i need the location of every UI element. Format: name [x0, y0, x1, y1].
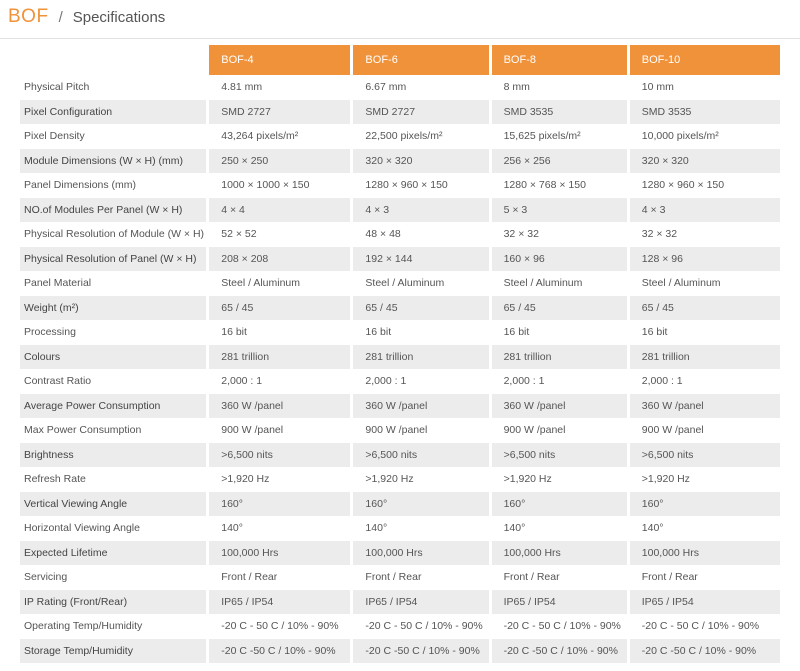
table-cell: >1,920 Hz — [503, 473, 552, 486]
table-cell: 4 × 3 — [630, 198, 780, 223]
table-cell: 16 bit — [221, 326, 247, 339]
table-cell: 43,264 pixels/m² — [221, 130, 299, 143]
row-label: Panel Material — [24, 277, 92, 290]
table-cell: 360 W /panel — [630, 394, 780, 419]
table-cell: 320 × 320 — [630, 149, 780, 174]
table-cell: 65 / 45 — [630, 296, 780, 321]
table-row — [20, 271, 780, 296]
table-cell: 52 × 52 — [221, 228, 257, 241]
table-cell: IP65 / IP54 — [492, 590, 627, 615]
table-cell: 900 W /panel — [221, 424, 284, 437]
table-cell: 15,625 pixels/m² — [503, 130, 581, 143]
table-cell: -20 C -50 C / 10% - 90% — [630, 639, 780, 664]
table-cell: 360 W /panel — [492, 394, 627, 419]
table-row — [20, 492, 780, 517]
table-cell: 281 trillion — [630, 345, 780, 370]
table-row — [20, 590, 780, 615]
table-cell: >6,500 nits — [492, 443, 627, 468]
table-cell: IP65 / IP54 — [353, 590, 488, 615]
table-row — [20, 418, 780, 443]
table-cell: 4.81 mm — [221, 81, 263, 94]
row-label: Expected Lifetime — [20, 541, 206, 566]
table-cell: 250 × 250 — [209, 149, 350, 174]
table-cell: 48 × 48 — [365, 228, 401, 241]
table-row — [20, 124, 780, 149]
table-cell: Steel / Aluminum — [503, 277, 583, 290]
table-cell: IP65 / IP54 — [209, 590, 350, 615]
row-label: Panel Dimensions (mm) — [24, 179, 137, 192]
row-label: Colours — [20, 345, 206, 370]
breadcrumb-separator: / — [58, 9, 63, 26]
table-cell: 160° — [630, 492, 780, 517]
table-cell: SMD 3535 — [492, 100, 627, 125]
table-cell: 10,000 pixels/m² — [641, 130, 719, 143]
row-label: Processing — [24, 326, 76, 339]
row-label: Physical Resolution of Panel (W × H) — [20, 247, 206, 272]
header-blank-cell — [20, 45, 206, 75]
column-header-bof-8: BOF-8 — [492, 45, 627, 75]
table-cell: >1,920 Hz — [641, 473, 690, 486]
row-label: Pixel Configuration — [20, 100, 206, 125]
table-cell: 360 W /panel — [353, 394, 488, 419]
table-row — [20, 100, 780, 125]
table-cell: 100,000 Hrs — [353, 541, 488, 566]
table-cell: 160° — [353, 492, 488, 517]
table-cell: 1280 × 768 × 150 — [503, 179, 586, 192]
table-row — [20, 296, 780, 321]
table-cell: Steel / Aluminum — [221, 277, 301, 290]
table-cell: 281 trillion — [492, 345, 627, 370]
table-cell: >1,920 Hz — [221, 473, 270, 486]
table-cell: 2,000 : 1 — [641, 375, 683, 388]
table-cell: 8 mm — [503, 81, 530, 94]
page-header — [8, 6, 165, 30]
row-label: IP Rating (Front/Rear) — [20, 590, 206, 615]
table-cell: Front / Rear — [221, 571, 278, 584]
table-row — [20, 173, 780, 198]
table-row — [20, 345, 780, 370]
table-cell: 1000 × 1000 × 150 — [221, 179, 310, 192]
table-cell: 160° — [209, 492, 350, 517]
column-header-bof-10: BOF-10 — [630, 45, 780, 75]
table-cell: 900 W /panel — [365, 424, 428, 437]
table-cell: 100,000 Hrs — [209, 541, 350, 566]
table-cell: 32 × 32 — [641, 228, 678, 241]
table-cell: Steel / Aluminum — [641, 277, 721, 290]
table-cell: Front / Rear — [503, 571, 560, 584]
table-cell: 5 × 3 — [492, 198, 627, 223]
table-cell: 160° — [492, 492, 627, 517]
table-body — [20, 75, 780, 663]
table-cell: -20 C - 50 C / 10% - 90% — [365, 620, 483, 633]
table-row — [20, 320, 780, 345]
row-label: Contrast Ratio — [24, 375, 92, 388]
table-cell: 140° — [503, 522, 526, 535]
table-cell: SMD 3535 — [630, 100, 780, 125]
table-row — [20, 222, 780, 247]
row-label: Physical Resolution of Module (W × H) — [24, 228, 205, 241]
table-cell: -20 C - 50 C / 10% - 90% — [221, 620, 339, 633]
table-row — [20, 75, 780, 100]
row-label: Horizontal Viewing Angle — [24, 522, 140, 535]
table-row — [20, 369, 780, 394]
table-row — [20, 639, 780, 664]
table-cell: -20 C - 50 C / 10% - 90% — [503, 620, 621, 633]
row-label: Vertical Viewing Angle — [20, 492, 206, 517]
specifications-table — [17, 45, 783, 663]
table-cell: 320 × 320 — [353, 149, 488, 174]
table-cell: 1280 × 960 × 150 — [365, 179, 448, 192]
table-row — [20, 394, 780, 419]
table-cell: 1280 × 960 × 150 — [641, 179, 725, 192]
table-cell: -20 C -50 C / 10% - 90% — [209, 639, 350, 664]
table-cell: 4 × 3 — [353, 198, 488, 223]
table-cell: 160 × 96 — [492, 247, 627, 272]
row-label: NO.of Modules Per Panel (W × H) — [20, 198, 206, 223]
table-row — [20, 149, 780, 174]
table-cell: 900 W /panel — [641, 424, 704, 437]
table-cell: 32 × 32 — [503, 228, 539, 241]
table-cell: 256 × 256 — [492, 149, 627, 174]
table-cell: SMD 2727 — [209, 100, 350, 125]
header-row — [20, 45, 780, 75]
column-header-bof-4: BOF-4 — [209, 45, 350, 75]
table-cell: 128 × 96 — [630, 247, 780, 272]
table-cell: 6.67 mm — [365, 81, 407, 94]
table-cell: 22,500 pixels/m² — [365, 130, 443, 143]
row-label: Operating Temp/Humidity — [24, 620, 143, 633]
table-cell: 100,000 Hrs — [492, 541, 627, 566]
table-cell: >1,920 Hz — [365, 473, 414, 486]
table-row — [20, 614, 780, 639]
table-cell: 4 × 4 — [209, 198, 350, 223]
table-row — [20, 565, 780, 590]
table-cell: 16 bit — [503, 326, 530, 339]
table-cell: -20 C -50 C / 10% - 90% — [353, 639, 488, 664]
table-cell: Front / Rear — [641, 571, 698, 584]
page-title: Specifications — [72, 9, 166, 26]
table-cell: 16 bit — [365, 326, 392, 339]
table-row — [20, 247, 780, 272]
table-cell: -20 C -50 C / 10% - 90% — [492, 639, 627, 664]
brand-title[interactable]: BOF — [8, 6, 49, 27]
table-cell: 2,000 : 1 — [221, 375, 263, 388]
table-cell: 2,000 : 1 — [503, 375, 545, 388]
table-cell: >6,500 nits — [630, 443, 780, 468]
table-cell: 65 / 45 — [353, 296, 488, 321]
table-row — [20, 541, 780, 566]
column-header-bof-6: BOF-6 — [353, 45, 488, 75]
table-cell: 208 × 208 — [209, 247, 350, 272]
table-cell: 360 W /panel — [209, 394, 350, 419]
row-label: Module Dimensions (W × H) (mm) — [20, 149, 206, 174]
table-cell: -20 C - 50 C / 10% - 90% — [641, 620, 760, 633]
table-row — [20, 443, 780, 468]
row-label: Refresh Rate — [24, 473, 86, 486]
table-cell: SMD 2727 — [353, 100, 488, 125]
table-cell: >6,500 nits — [209, 443, 350, 468]
table-row — [20, 467, 780, 492]
row-label: Storage Temp/Humidity — [20, 639, 206, 664]
table-cell: 2,000 : 1 — [365, 375, 407, 388]
table-cell: 140° — [641, 522, 664, 535]
table-cell: 10 mm — [641, 81, 674, 94]
table-cell: 16 bit — [641, 326, 668, 339]
table-cell: 900 W /panel — [503, 424, 566, 437]
table-cell: 281 trillion — [209, 345, 350, 370]
table-cell: 281 trillion — [353, 345, 488, 370]
table-row — [20, 516, 780, 541]
table-cell: Steel / Aluminum — [365, 277, 445, 290]
header-divider — [0, 38, 800, 39]
row-label: Physical Pitch — [24, 81, 90, 94]
row-label: Weight (m²) — [20, 296, 206, 321]
table-cell: 100,000 Hrs — [630, 541, 780, 566]
table-cell: 140° — [221, 522, 243, 535]
row-label: Average Power Consumption — [20, 394, 206, 419]
table-cell: IP65 / IP54 — [630, 590, 780, 615]
table-row — [20, 198, 780, 223]
table-cell: 192 × 144 — [353, 247, 488, 272]
row-label: Brightness — [20, 443, 206, 468]
table-cell: 140° — [365, 522, 388, 535]
row-label: Servicing — [24, 571, 68, 584]
table-cell: 65 / 45 — [209, 296, 350, 321]
table-cell: Front / Rear — [365, 571, 422, 584]
row-label: Pixel Density — [24, 130, 85, 143]
table-header — [20, 45, 780, 75]
table-cell: 65 / 45 — [492, 296, 627, 321]
row-label: Max Power Consumption — [24, 424, 142, 437]
table-cell: >6,500 nits — [353, 443, 488, 468]
